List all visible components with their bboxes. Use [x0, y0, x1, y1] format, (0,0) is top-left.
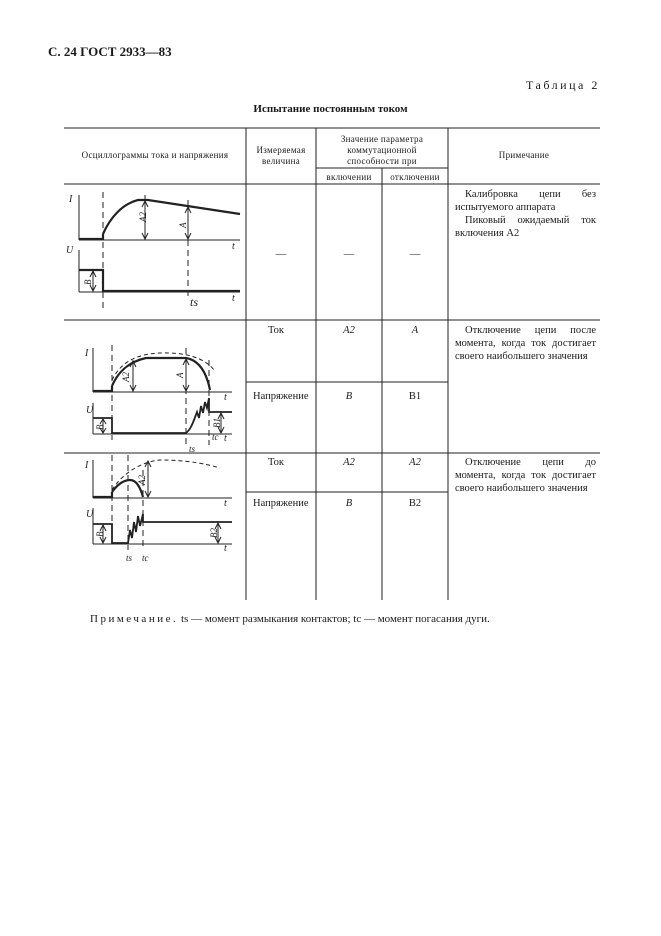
osc2-B-label: B	[95, 424, 105, 430]
osc3-ts-label: ts	[126, 553, 133, 563]
page-header: С. 24 ГОСТ 2933—83	[48, 44, 172, 59]
osc2-time-label: t	[224, 392, 227, 403]
row2-voltage-on: B	[345, 391, 353, 402]
row3-current-on: A2	[343, 457, 355, 468]
row2-voltage-label: Напряжение	[253, 391, 309, 402]
col-header-oscillograms: Осциллограммы тока и напряжения	[81, 150, 229, 160]
col-header-off: отключении	[390, 172, 440, 182]
col-header-on: включении	[326, 172, 372, 182]
osc3-current-label: I	[85, 460, 89, 471]
row1-on: —	[343, 249, 355, 260]
oscillogram-calibration	[79, 192, 240, 310]
col-header-measured: Измеряемая величина	[256, 145, 306, 166]
osc3-B2-label: B2	[209, 528, 219, 538]
oscillogram-break-after-peak	[93, 345, 232, 445]
osc3-voltage-label: U	[86, 509, 94, 520]
footer-note-text: ts — момент размыкания контактов; tc — момент погасания дуги.	[180, 613, 490, 625]
osc1-ts-label: ts	[190, 295, 199, 309]
footer-note-label: Примечание.	[90, 613, 179, 625]
osc1-current-label: I	[69, 194, 73, 205]
row3-current-label: Ток	[268, 457, 284, 468]
osc2-voltage-label: U	[86, 405, 94, 416]
osc1-time-label-2: t	[232, 293, 235, 304]
osc3-A2-label: A2	[137, 475, 147, 485]
row3-voltage-off: B2	[408, 498, 422, 509]
osc2-A-label: A	[175, 372, 185, 378]
osc3-time-label: t	[224, 498, 227, 509]
osc3-B-label: B	[95, 531, 105, 537]
row2-current-on: A2	[343, 325, 355, 336]
row3-voltage-on: B	[345, 498, 353, 509]
row1-note-1: Калибровка цепи без испытуемого аппарата	[455, 189, 596, 213]
row1-note-2: Пиковый ожидаемый ток включения A2	[455, 215, 596, 239]
table-number: Таблица 2	[526, 78, 600, 92]
osc3-tc-label: tc	[142, 553, 149, 563]
row3-current-off: A2	[409, 457, 421, 468]
osc1-time-label: t	[232, 241, 235, 252]
row1-off: —	[409, 249, 421, 260]
osc2-tc-label: tc	[212, 432, 219, 442]
osc1-A2-label: A2	[138, 212, 148, 222]
osc1-voltage-label: U	[66, 245, 74, 256]
row3-note: Отключение цепи до момента, когда ток достигает своего наибольшего значения	[455, 457, 596, 494]
table-title: Испытание постоянным током	[253, 103, 408, 115]
osc2-time-label-2: t	[224, 433, 227, 444]
osc1-A-label: A	[178, 222, 188, 228]
row2-voltage-off: B1	[408, 391, 422, 402]
row1-measured: —	[275, 249, 287, 260]
row2-current-label: Ток	[268, 325, 284, 336]
row3-voltage-label: Напряжение	[253, 498, 309, 509]
osc2-A2-label: A2	[121, 372, 131, 382]
osc2-current-label: I	[85, 348, 89, 359]
osc2-B1-label: B1	[212, 418, 222, 428]
osc2-ts-label: ts	[189, 444, 196, 454]
osc3-time-label-2: t	[224, 543, 227, 554]
row2-current-off: A	[411, 325, 419, 336]
col-header-note: Примечание	[498, 150, 550, 160]
osc1-B-label: B	[83, 279, 93, 285]
col-header-param-group: Значение параметра коммутационной способности при	[340, 134, 424, 166]
footer-note	[90, 613, 490, 625]
row2-note: Отключение цепи после момента, когда ток достигает своего наибольшего значения	[455, 325, 596, 362]
